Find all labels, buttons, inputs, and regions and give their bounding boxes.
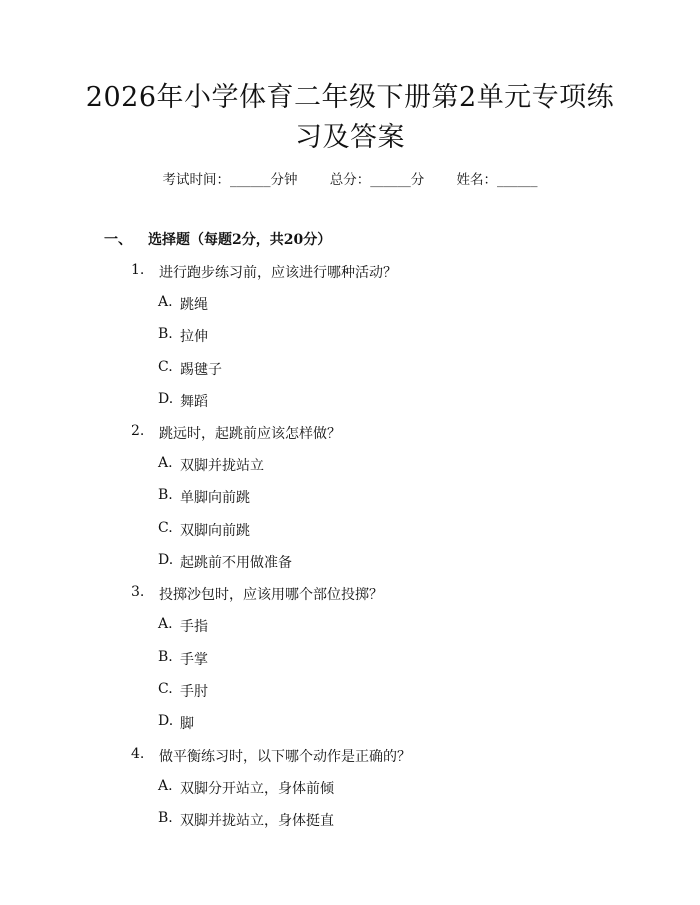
answer-option	[0, 552, 700, 584]
option-text: 脚	[180, 716, 194, 733]
option-text: 双脚向前跳	[180, 522, 250, 539]
exam-time: 考试时间：______分钟	[162, 172, 298, 188]
answer-option	[0, 359, 700, 391]
answer-option	[0, 520, 700, 552]
option-text: 跳绳	[180, 297, 208, 313]
question-row	[0, 423, 700, 455]
option-label: A.	[158, 777, 173, 794]
answer-option	[0, 681, 700, 713]
question-text: 跳远时，起跳前应该怎样做？	[159, 426, 341, 443]
option-text: 双脚分开站立，身体前倾	[180, 780, 334, 797]
question-number: 4.	[131, 745, 145, 762]
option-text: 双脚并拢站立	[180, 458, 264, 475]
option-label: A.	[158, 455, 173, 472]
option-label: C.	[158, 680, 173, 697]
option-label: D.	[158, 552, 174, 569]
answer-option	[0, 294, 700, 326]
page-title	[0, 78, 700, 158]
title-line-2: 习及答案	[295, 122, 405, 153]
option-text: 踢毽子	[180, 361, 222, 378]
answer-option	[0, 487, 700, 519]
section-number: 一、	[104, 232, 132, 248]
option-label: C.	[158, 358, 173, 375]
option-text: 双脚并拢站立，身体挺直	[180, 812, 334, 829]
option-label: B.	[158, 809, 173, 826]
option-text: 单脚向前跳	[180, 490, 250, 507]
question-row	[0, 584, 700, 616]
answer-option	[0, 616, 700, 648]
question-text: 做平衡练习时，以下哪个动作是正确的？	[159, 748, 411, 765]
question-row	[0, 262, 700, 294]
option-text: 起跳前不用做准备	[180, 555, 292, 572]
answer-option	[0, 713, 700, 745]
question-row	[0, 746, 700, 778]
title-line-1: 2026年小学体育二年级下册第2单元专项练	[85, 82, 615, 113]
option-text: 拉伸	[180, 329, 208, 346]
answer-option	[0, 649, 700, 681]
option-label: D.	[158, 713, 174, 730]
option-text: 手掌	[180, 651, 208, 668]
section-title: 选择题（每题2分，共20分）	[148, 232, 332, 248]
question-number: 1.	[131, 262, 145, 278]
section-heading	[104, 229, 331, 249]
question-number: 3.	[131, 584, 145, 601]
option-label: C.	[158, 519, 173, 536]
option-text: 手肘	[180, 683, 208, 700]
option-label: A.	[158, 616, 173, 633]
option-label: D.	[158, 390, 174, 407]
question-text: 进行跑步练习前，应该进行哪种活动？	[159, 265, 397, 281]
answer-option	[0, 778, 700, 810]
option-label: B.	[158, 326, 173, 343]
question-list	[0, 262, 700, 842]
answer-option	[0, 455, 700, 487]
option-text: 舞蹈	[180, 393, 208, 410]
option-text: 手指	[180, 619, 208, 636]
student-name: 姓名：______	[456, 172, 538, 188]
option-label: B.	[158, 487, 173, 504]
question-number: 2.	[131, 423, 145, 440]
answer-option	[0, 391, 700, 423]
answer-option	[0, 326, 700, 358]
total-score: 总分：______分	[329, 172, 425, 188]
exam-meta	[0, 168, 700, 188]
answer-option	[0, 810, 700, 842]
option-label: B.	[158, 648, 173, 665]
option-label: A.	[158, 294, 173, 310]
question-text: 投掷沙包时，应该用哪个部位投掷？	[159, 587, 383, 604]
